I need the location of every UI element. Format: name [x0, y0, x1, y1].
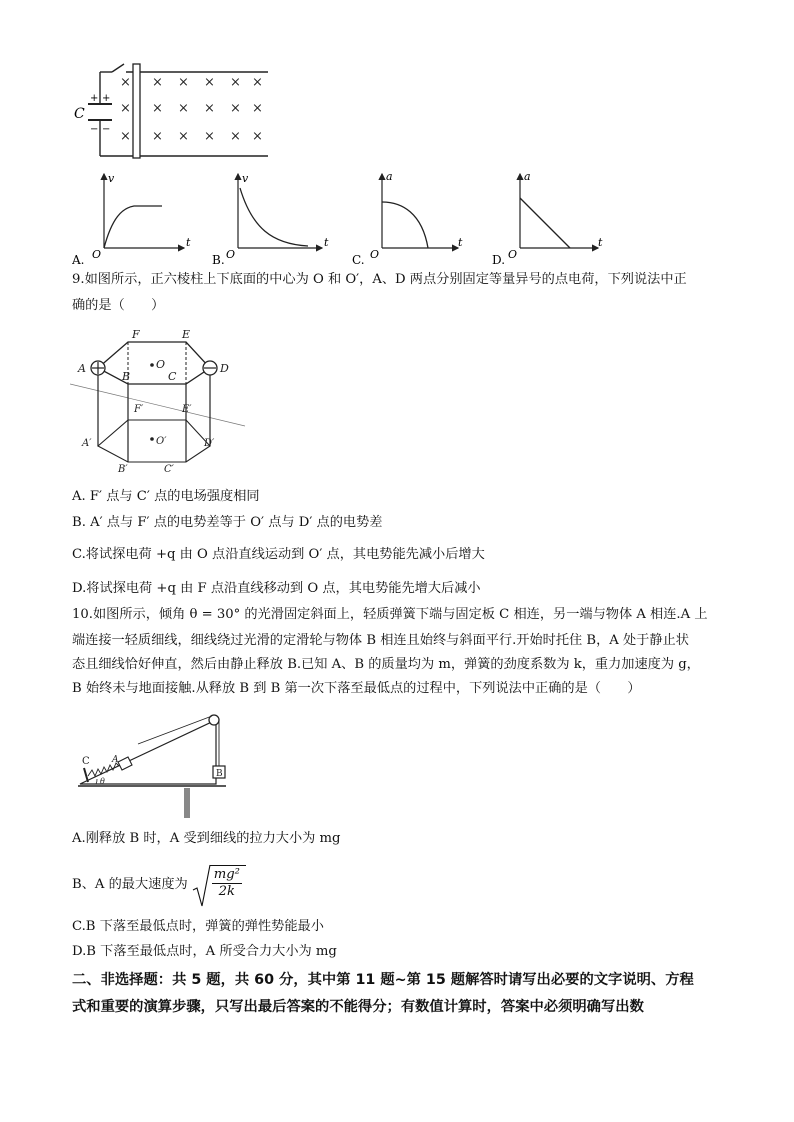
- axis-label: a: [524, 170, 531, 183]
- origin-label: O: [370, 248, 380, 261]
- vertex-label: E: [182, 328, 191, 341]
- field-cross: ×: [230, 75, 241, 90]
- vertex-label: F′: [134, 404, 144, 415]
- graph-option-d: [492, 170, 603, 267]
- field-cross: ×: [204, 101, 215, 116]
- vertex-label: O′: [156, 436, 167, 447]
- q9-option-b: B. A′ 点与 F′ 点的电势差等于 O′ 点与 D′ 点的电势差: [72, 515, 383, 530]
- graph-option-a: [72, 172, 191, 267]
- sqrt-expression: [192, 864, 246, 900]
- option-letter: B.: [212, 253, 225, 267]
- fraction-denominator: 2k: [218, 884, 236, 899]
- vertex-label: O: [156, 358, 166, 371]
- option-letter: A.: [72, 253, 85, 267]
- vertex-label: B′: [118, 464, 128, 475]
- graph-option-c: [352, 170, 463, 267]
- fraction-numerator: mg²: [213, 867, 240, 882]
- origin-label: O: [226, 248, 236, 261]
- vertex-label: F: [132, 328, 140, 341]
- field-cross: ×: [178, 129, 189, 144]
- minus-sign: −: [90, 124, 99, 135]
- vertex-label: D: [220, 362, 229, 375]
- section2-line2: 式和重要的演算步骤，只写出最后答案的不能得分；有数值计算时，答案中必须明确写出数: [72, 999, 644, 1015]
- vertex-label: C: [168, 370, 177, 383]
- q9-stem-line1: 9.如图所示，正六棱柱上下底面的中心为 O 和 O′，A、D 两点分别固定等量异号的点电荷，下列说法中正: [72, 272, 687, 287]
- field-cross: ×: [120, 101, 131, 116]
- q10-option-d: D.B 下落至最低点时，A 所受合力大小为 mg: [72, 944, 337, 959]
- q10-option-a: A.刚释放 B 时，A 受到细线的拉力大小为 mg: [72, 831, 341, 846]
- label-theta: θ: [100, 777, 105, 786]
- axis-label: t: [598, 236, 603, 249]
- field-cross: ×: [178, 101, 189, 116]
- q10-option-c: C.B 下落至最低点时，弹簧的弹性势能最小: [72, 919, 324, 934]
- field-cross: ×: [230, 129, 241, 144]
- q8-circuit-figure: [72, 58, 282, 162]
- field-cross: ×: [152, 101, 163, 116]
- plus-sign: +: [90, 93, 99, 104]
- graph-option-b: [212, 172, 329, 267]
- sqrt-sign-icon: [192, 864, 212, 908]
- origin-label: O: [92, 248, 102, 261]
- axis-label: v: [242, 172, 249, 185]
- field-cross: ×: [252, 129, 263, 144]
- field-cross: ×: [252, 101, 263, 116]
- field-cross: ×: [204, 129, 215, 144]
- capacitor-label: C: [74, 106, 85, 122]
- axis-label: t: [324, 236, 329, 249]
- vertex-label: C′: [164, 464, 174, 475]
- q10-option-b: [72, 860, 246, 904]
- field-cross: ×: [204, 75, 215, 90]
- axis-label: a: [386, 170, 393, 183]
- field-cross: ×: [152, 129, 163, 144]
- q10-stem-line3: 态且细线恰好伸直，然后由静止释放 B.已知 A、B 的质量均为 m，弹簧的劲度系数为 k，重力加速度为 g，: [72, 657, 700, 672]
- q10-option-b-prefix: B、A 的最大速度为: [72, 876, 188, 892]
- field-cross: ×: [120, 129, 131, 144]
- vertex-label: E′: [182, 404, 192, 415]
- label-plate-c: C: [82, 756, 90, 767]
- q9-prism-figure: [70, 326, 250, 476]
- plus-sign: +: [102, 93, 111, 104]
- q10-stem-line2: 端连接一轻质细线，细线绕过光滑的定滑轮与物体 B 相连且始终与斜面平行.开始时托住 B，A 处于静止状: [72, 633, 689, 648]
- q9-option-a: A. F′ 点与 C′ 点的电场强度相同: [72, 489, 260, 504]
- q10-incline-figure: [76, 706, 236, 822]
- option-letter: C.: [352, 253, 365, 267]
- q8-option-graphs: [72, 168, 672, 268]
- axis-label: v: [108, 172, 115, 185]
- field-cross: ×: [178, 75, 189, 90]
- vertex-label: A: [78, 362, 86, 375]
- q10-stem-line4: B 始终未与地面接触.从释放 B 到 B 第一次下落至最低点的过程中，下列说法中正确的是（ ）: [72, 681, 641, 696]
- option-letter: D.: [492, 253, 506, 267]
- axis-label: t: [458, 236, 463, 249]
- section2-line1: 二、非选择题：共 5 题，共 60 分，其中第 11 题~第 15 题解答时请写出必要的文字说明、方程: [72, 972, 694, 988]
- q9-stem-line2: 确的是（ ）: [72, 298, 165, 313]
- origin-label: O: [508, 248, 518, 261]
- field-cross: ×: [152, 75, 163, 90]
- vertex-label: A′: [82, 438, 92, 449]
- field-cross: ×: [230, 101, 241, 116]
- minus-sign: −: [102, 124, 111, 135]
- label-block-a: A: [112, 755, 119, 765]
- vertex-label: D′: [204, 438, 215, 449]
- vertex-label: B: [122, 370, 131, 383]
- q9-option-d: D.将试探电荷 +q 由 F 点沿直线移动到 O 点，其电势能先增大后减小: [72, 581, 481, 596]
- axis-label: t: [186, 236, 191, 249]
- q9-option-c: C.将试探电荷 +q 由 O 点沿直线运动到 O′ 点，其电势能先减小后增大: [72, 547, 485, 562]
- label-block-b: B: [216, 769, 223, 779]
- q10-stem-line1: 10.如图所示，倾角 θ = 30° 的光滑固定斜面上，轻质弹簧下端与固定板 C 相连，另一端与物体 A 相连.A 上: [72, 607, 708, 622]
- field-cross: ×: [120, 75, 131, 90]
- field-cross: ×: [252, 75, 263, 90]
